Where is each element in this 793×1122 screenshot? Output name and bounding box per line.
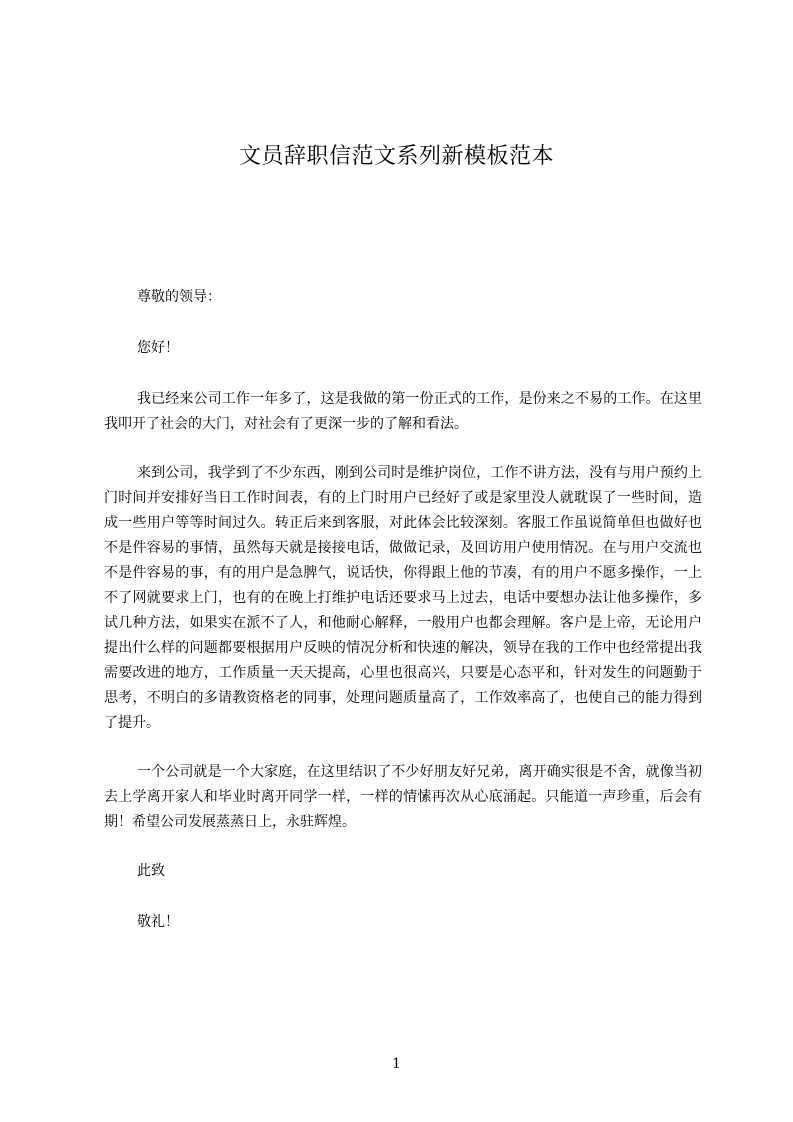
greeting: 您好！ — [137, 340, 179, 356]
page-title: 文员辞职信范文系列新模板范本 — [238, 144, 554, 169]
letter-body — [104, 285, 702, 961]
paragraph-intro: 我已经来公司工作一年多了，这是我做的第一份正式的工作，是份来之不易的工作。在这里我叩开了社会的大门，对社会有了更深一步的了解和看法。 — [104, 391, 702, 432]
paragraph-experience: 来到公司，我学到了不少东西，刚到公司时是维护岗位，工作不讲方法，没有与用户预约上门时间并安排好当日工作时间表，有的上门时用户已经好了或是家里没人就耽误了一些时间，造成一些用户等等时间过久。转正后来到客服，对此体会比较深刻。客服工作虽说简单但也做好也不是件容易的事情，虽然每天就是接接电话，做做记录，及回访用户使用情况。在与用户交流也不是件容易的事，有的用户是急脾气，说话快，你得跟上他的节凑，有的用户不愿多操作，一上不了网就要求上门，也有的在晚上打维护电话还要求马上过去，电话中要想办法让他多操作，多试几种方法，如果实在派不了人，和他耐心解释，一般用户也都会理解。客户是上帝，无论用户提出什么样的问题都要根据用户反映的情况分析和快速的解决，领导在我的工作中也经常提出我需要改进的地方，工作质量一天天提高，心里也很高兴，只要是心态平和，针对发生的问题勤于思考，不明白的多请教资格老的同事，处理问题质量高了，工作效率高了，也使自己的能力得到了提升。 — [104, 465, 702, 731]
page-number: 1 — [392, 1056, 401, 1072]
paragraph-farewell: 一个公司就是一个大家庭，在这里结识了不少好朋友好兄弟，离开确实很是不舍，就像当初去上学离开家人和毕业时离开同学一样，一样的情愫再次从心底涌起。只能道一声珍重，后会有期！希望公司发展蒸蒸日上，永驻辉煌。 — [104, 764, 702, 830]
salutation: 尊敬的领导： — [137, 289, 221, 305]
regards-line: 敬礼！ — [137, 914, 179, 930]
closing-line: 此致 — [137, 863, 165, 879]
